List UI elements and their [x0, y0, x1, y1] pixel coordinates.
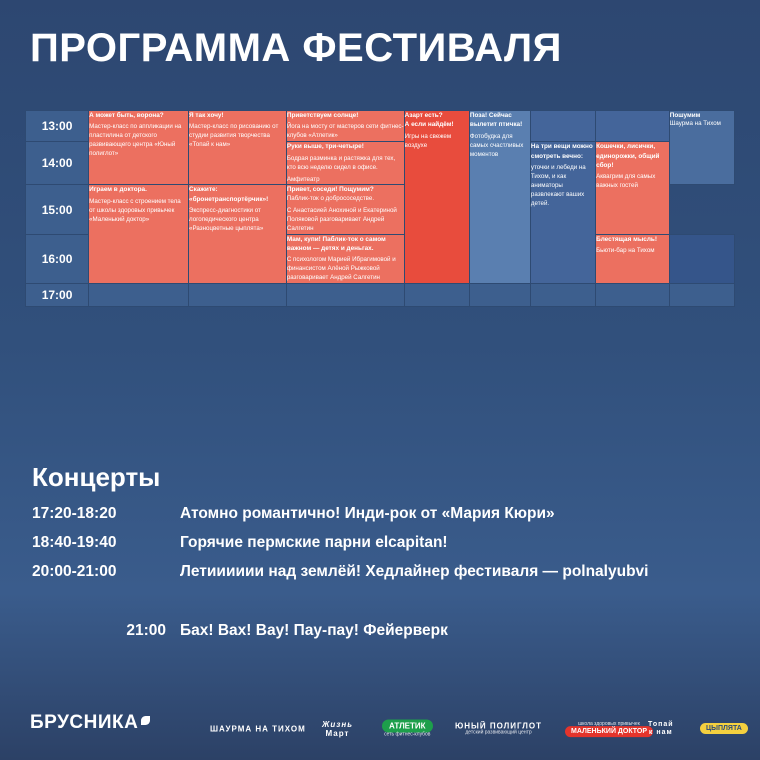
- cell-shaurma-desc: Шаурма на Тихом: [669, 120, 721, 128]
- list-item: [32, 534, 732, 552]
- concert-name: Атомно романтично! Инди-рок от «Мария Кюри»: [180, 505, 555, 522]
- cell-doctor-title: Играем в доктора.: [89, 186, 147, 194]
- cell-crow-title: А может быть, ворона?: [89, 112, 164, 119]
- concert-time: 17:20-18:20: [32, 505, 117, 522]
- list-item: [32, 563, 732, 581]
- cell-neighbors-title: Привет, соседи! Пощумим?: [286, 186, 374, 194]
- cell-speech-diagnostics: [189, 185, 287, 284]
- logo-atletik-label: АТЛЕТИК: [382, 720, 433, 733]
- cell-speech-desc: Экспресс-диагностики от логопедического центра «Разноцветные цыплята»: [189, 207, 264, 233]
- logo-poliglot: [455, 722, 542, 737]
- cell-empty-4: [404, 284, 469, 307]
- cell-doctor-workshop: [89, 185, 189, 284]
- logo-atletik: [382, 720, 433, 739]
- cell-beauty-desc: Бьюти-бар на Тихом: [596, 246, 655, 254]
- cell-yoga-desc: Йога на мосту от мастеров сети фитнес-клубов «Атлетик»: [286, 123, 404, 140]
- logo-cyplyata-label: ЦЫПЛЯТА: [700, 723, 748, 734]
- cell-empty-8: [669, 284, 734, 307]
- logo-poliglot-sub: детский развивающий центр: [465, 729, 532, 736]
- concerts-heading: Концерты: [32, 462, 161, 492]
- cell-stretching-place: Амфитеатр: [286, 175, 320, 183]
- logo-poliglot-label: ЮНЫЙ ПОЛИГЛОТ: [455, 721, 543, 731]
- cell-photobooth-title: Поза! Сейчас вылетит птичка!: [469, 112, 523, 129]
- table-row: [26, 111, 735, 142]
- cell-empty-shaurma: [669, 234, 734, 284]
- cell-money-title: Мам, купи! Паблик-ток о самом важном — детях и деньгах.: [286, 235, 386, 252]
- time-label-1300: 13:00: [26, 111, 89, 142]
- fireworks-row: [32, 622, 732, 640]
- logo-doctor-label: МАЛЕНЬКИЙ ДОКТОР: [565, 726, 653, 737]
- cell-money-desc: С психологом Марией Ибрагимовой и финансистом Алёной Рыжковой разговаривает Андрей Салгетин: [286, 256, 396, 282]
- logo-topay-label: Топай: [648, 720, 674, 728]
- table-row: [26, 284, 735, 307]
- cell-photobooth: [469, 111, 530, 284]
- cell-drawing-title: Я так хочу!: [189, 112, 224, 119]
- cell-crow-workshop: [89, 111, 189, 185]
- cell-yoga-title: Приветствуем солнце!: [286, 112, 359, 119]
- cell-empty-3: [286, 284, 404, 307]
- cell-stretching: [286, 142, 404, 185]
- cell-facepaint-desc: Аквагрим для самых важных гостей: [596, 173, 656, 190]
- time-label-1400: 14:00: [26, 142, 89, 185]
- cyplyata-badge: [700, 725, 748, 733]
- cell-games-desc: Игры на свежем воздухе: [404, 132, 452, 149]
- concert-name: Горячие пермские парни elcapitan!: [180, 534, 448, 551]
- cell-facepaint-title: Кошечки, лисички, единорожки, общий сбор!: [596, 143, 660, 169]
- logo-atletik-sub: сеть фитнес-клубов: [384, 731, 431, 738]
- logo-doctor-sub: школа здоровых привычек: [578, 721, 640, 728]
- cell-doctor-desc: Мастер-класс с строением тела от школы здоровых привычек «Маленький доктор»: [89, 197, 181, 223]
- cell-empty-5: [469, 284, 530, 307]
- logo-cyplyata: [700, 725, 748, 733]
- logo-shaurma-label: ШАУРМА НА ТИХОМ: [210, 724, 306, 734]
- cell-empty-6: [530, 284, 595, 307]
- logo-topay: [648, 721, 674, 737]
- sponsor-logos: [0, 698, 760, 760]
- cell-shaurma: [669, 111, 734, 185]
- list-item: [32, 505, 732, 523]
- cell-stretching-desc: Бодрая разминка и растяжка для тех, кто всю неделю сидел в офисе.: [286, 154, 396, 171]
- cell-shaurma-title: Пошумим: [669, 112, 701, 119]
- cell-empty-1: [89, 284, 189, 307]
- logo-zhizn-label: Жизнь: [322, 719, 353, 729]
- logo-brusnika-label: БРУСНИКА: [30, 712, 139, 733]
- cell-animators-desc: уточки и лебеди на Тихом, и как аниматоры развлекают ваших детей.: [530, 163, 586, 207]
- doctor-badge: [565, 728, 653, 736]
- time-label-1700: 17:00: [26, 284, 89, 307]
- logo-maly-doctor: [565, 722, 653, 736]
- time-label-1600: 16:00: [26, 234, 89, 284]
- cell-drawing-desc: Мастер-класс по рисованию от студии развития творчества «Топай к нам»: [189, 123, 279, 149]
- cell-neighbors-talk: [286, 185, 404, 234]
- schedule-table: [25, 110, 735, 307]
- cell-neighbors-desc: С Анастасией Анохиной и Екатериной Поляковой разговаривает Андрей Салгетин: [286, 206, 397, 232]
- cell-outdoor-games: [404, 111, 469, 284]
- cell-animators-spacer: [530, 111, 595, 142]
- logo-zhizn-mart: [322, 720, 353, 738]
- concert-name: Летииииии над землёй! Хедлайнер фестиваля — polnalyubvi: [180, 563, 649, 580]
- time-label-1500: 15:00: [26, 185, 89, 234]
- cell-photobooth-desc: Фотобудка для самых счастливых моментов: [469, 132, 524, 158]
- logo-topay-sub: к нам: [648, 729, 673, 736]
- cell-speech-title: Скажите: «бронетранспортёрчик»!: [189, 186, 269, 203]
- cell-stretching-title: Руки выше, три-четыре!: [286, 143, 364, 151]
- cell-facepaint-spacer: [596, 111, 670, 142]
- cell-beauty-title: Блестящая мысль!: [596, 235, 657, 243]
- fireworks-name: Бах! Bax! Вау! Пау-пау! Фейерверк: [180, 622, 448, 639]
- cell-money-talk: [286, 234, 404, 284]
- leaf-icon: [141, 716, 150, 725]
- logo-brusnika: [30, 712, 150, 734]
- logo-mart-label: Март: [325, 729, 350, 738]
- fireworks-time: 21:00: [126, 622, 166, 639]
- cell-crow-desc: Мастер-класс по аппликации на пластилина от детского развивающего центра «Юный полиглот»: [89, 123, 182, 158]
- concerts-list: [32, 505, 732, 592]
- concert-time: 18:40-19:40: [32, 534, 117, 551]
- cell-games-title: Азарт есть?: [404, 112, 443, 119]
- cell-empty-2: [189, 284, 287, 307]
- page-title: ПРОГРАММА ФЕСТИВАЛЯ: [30, 26, 562, 70]
- cell-yoga: [286, 111, 404, 142]
- cell-games-title2: А если найдём!: [404, 121, 454, 129]
- cell-beauty-bar: [596, 234, 670, 284]
- cell-facepaint: [596, 142, 670, 234]
- logo-shaurma: [210, 724, 306, 733]
- cell-animators: [530, 142, 595, 284]
- cell-neighbors-sub: Паблик-ток о добрососедстве.: [286, 194, 375, 202]
- cell-empty-7: [596, 284, 670, 307]
- cell-animators-title: На три вещи можно смотреть вечно:: [530, 143, 593, 160]
- cell-drawing-workshop: [189, 111, 287, 185]
- concert-time: 20:00-21:00: [32, 563, 117, 580]
